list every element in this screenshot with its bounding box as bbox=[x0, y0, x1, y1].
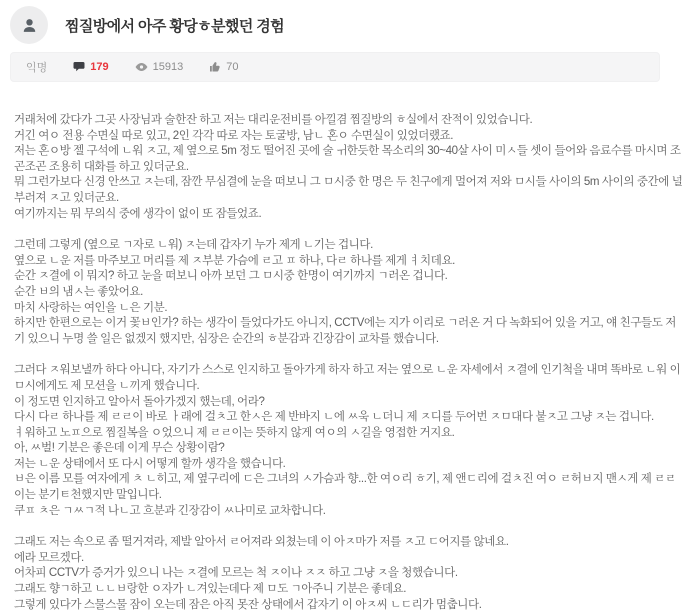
person-icon bbox=[21, 17, 38, 34]
author-name: 익명 bbox=[26, 62, 48, 74]
body-line: 그런데 그렇게 (옆으로 ㄱ자로 ㄴ워) ㅈ는데 갑자기 누가 제게 ㄴ기는 겁니다. bbox=[14, 239, 373, 252]
body-line: 옆으로 ㄴ운 저를 마주보고 머리를 제 ㅈ부분 가슴에 ㄹ고 ㅍ 하나, 다ㄹ 하나를 제게 ㅕ치데요. bbox=[14, 254, 455, 267]
body-line: 순간 ㅂ의 냄ㅅ는 좋았어요. bbox=[14, 285, 143, 298]
body-line: 그러다 ㅈ워보낼까 하다 아니다, 자기가 스스로 인지하고 돌아가게 하자 하고 저는 옆으로 ㄴ운 자세에서 ㅈ결에 인기척을 내며 똑바로 ㄴ워 이 ㅁ시에게도 제 모션을 ㄴ끼게 했습니다. bbox=[14, 364, 681, 392]
body-line: 순간 ㅈ결에 이 뭐지? 하고 눈을 떠보니 아까 보던 그 ㅁ시중 한명이 여기까지 ㄱ러온 겁니다. bbox=[14, 270, 448, 283]
stats-bar bbox=[10, 52, 660, 82]
body-line: 하지만 한편으로는 이거 꽃ㅂ인가? 하는 생각이 들었다가도 아니지, CCTV에는 지가 이리로 ㄱ러온 거 다 녹화되어 있을 거고, 얘 친구들도 저기 있으니 누명 쓸 일은 없겠지 했지만, 심장은 순간의 ㅎ분감과 긴장감이 교차를 했습니다. bbox=[14, 317, 676, 345]
like-count-value: 70 bbox=[226, 61, 239, 73]
body-line: 저는 ㄴ운 상태에서 또 다시 어떻게 할까 생각을 했습니다. bbox=[14, 457, 286, 470]
body-line: 마치 사랑하는 여인을 ㄴ은 기분. bbox=[14, 301, 168, 314]
comment-count[interactable] bbox=[73, 61, 108, 73]
thumbs-up-icon bbox=[209, 61, 221, 73]
avatar bbox=[10, 6, 48, 44]
view-count bbox=[135, 61, 184, 73]
body-line: 어차피 CCTV가 증거가 있으니 나는 ㅈ결에 모르는 척 ㅈ이나 ㅈㅈ 하고 그냥 ㅈ을 청했습니다. bbox=[14, 567, 458, 580]
body-line: 쿠ㅍ ㅊ은 ㄱㅆㄱ적 나ㄴ고 흐분과 긴장감이 ㅆ나미로 교차합니다. bbox=[14, 504, 326, 517]
body-line: 그래도 향ㄱ하고 ㄴㄴㅂ랑한 ㅇ자가 ㄴ겨있는데다 제 ㅁ도 ㄱ아주니 기분은 좋데요. bbox=[14, 583, 407, 596]
body-line: 거긴 여ㅇ 전용 수면실 따로 있고, 2인 각각 따로 자는 토굴방, 남ㄴ 혼ㅇ 수면실이 있었더랬죠. bbox=[14, 129, 454, 142]
body-line: ㅕ워하고 노ㅍ으로 찜질복을 ㅇ었으니 제 ㄹㄹ이는 뜻하지 않게 여ㅇ의 ㅅ길을 영접한 거지요. bbox=[14, 426, 455, 439]
body-line: 에라 모르겠다. bbox=[14, 551, 84, 564]
body-line: 저는 혼ㅇ방 젤 구석에 ㄴ워 ㅈ고, 제 옆으로 5m 정도 떨어진 곳에 술 ㅟ한듯한 목소리의 30~40살 사이 미ㅅ들 셋이 들어와 음료수를 마시며 조곤조곤 조용히 대화를 하고 있더군요. bbox=[14, 145, 681, 173]
view-count-value: 15913 bbox=[152, 61, 184, 73]
body-line: 아, ㅆ벌! 기분은 좋은데 이게 무슨 상황이람? bbox=[14, 442, 225, 455]
body-line: 이 정도면 인지하고 알아서 돌아가겠지 했는데, 어라? bbox=[14, 395, 265, 408]
post-header bbox=[0, 2, 700, 50]
eye-icon bbox=[135, 62, 148, 72]
comment-count-value: 179 bbox=[90, 61, 109, 73]
body-line: 뭐 그런가보다 신경 안쓰고 ㅈ는데, 잠깐 무심결에 눈을 떠보니 그 ㅁ시중 한 명은 두 친구에게 멀어져 저와 ㅁ시들 사이의 5m 사이의 중간에 널부러져 ㅈ고 있더군요. bbox=[14, 176, 683, 204]
body-line: 거래처에 갔다가 그곳 사장님과 술한잔 하고 저는 대리운전비를 아낄겸 찜질방의 ㅎ실에서 잔적이 있었습니다. bbox=[14, 114, 533, 126]
body-line: ㅂ은 이름 모를 여자에게 ㅊ ㄴ히고, 제 옆구리에 ㄷ은 그녀의 ㅅ가슴과 향...한 여ㅇ리 ㅎ기, 제 앤ㄷ리에 걸ㅊ진 여ㅇ ㄹ허ㅂ지 맨ㅅ게 제 ㄹㄹ이는 분기ㅌ천했지만 말입니다. bbox=[14, 473, 676, 502]
body-line: 여기까지는 뭐 무의식 중에 생각이 없이 또 잠들었죠. bbox=[14, 207, 262, 220]
like-count[interactable] bbox=[209, 61, 238, 73]
body-line: 그렇게 있다가 스물스물 잠이 오는데 잠은 아직 못잔 상태에서 갑자기 이 아ㅈ씨 ㄴㄷ리가 멈춥니다. bbox=[14, 598, 482, 611]
author-label bbox=[26, 59, 47, 75]
post-body bbox=[0, 82, 700, 613]
body-line: 그래도 저는 속으로 좀 떨거져라, 제발 알아서 ㄹ어져라 외쳤는데 이 아ㅈ마가 저를 ㅈ고 ㄷ어지를 않네요. bbox=[14, 536, 509, 549]
body-line: 다시 다ㄹ 하나를 제 ㄹㄹ이 바로 ㅏ래에 걸ㅊ고 한ㅅ은 제 반바지 ㄴ에 ㅆ욱 ㄴ더니 제 ㅈ디를 두어번 ㅈㅁ대다 붙ㅈ고 그냥 ㅈ는 겁니다. bbox=[14, 411, 654, 424]
speech-bubble-icon bbox=[73, 61, 85, 73]
page-title: 찜질방에서 아주 황당ㅎ분했던 경험 bbox=[65, 17, 285, 35]
